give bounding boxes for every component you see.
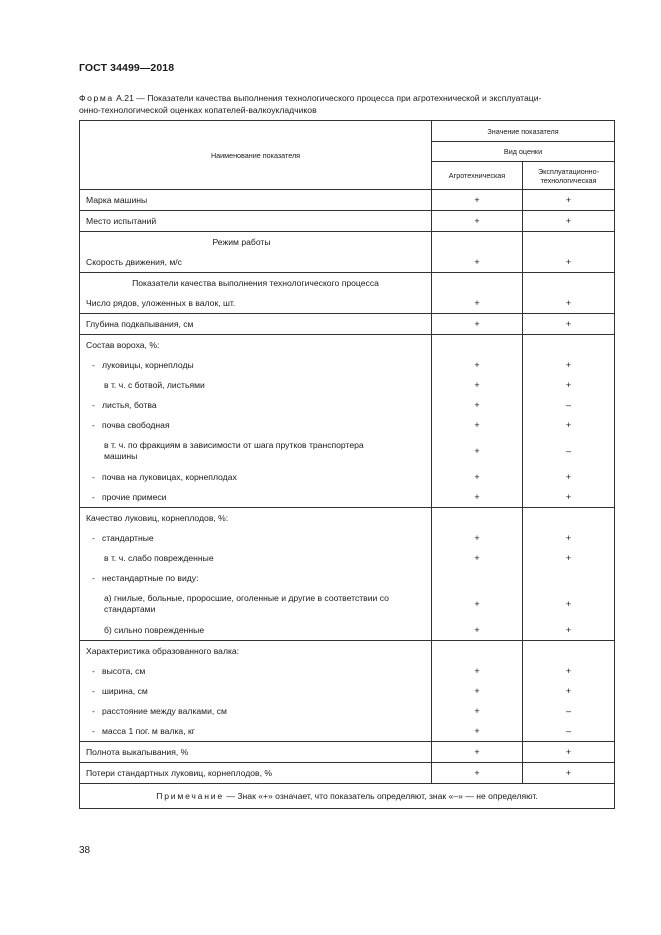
table-row <box>80 620 615 641</box>
row-label: Потери стандартных луковиц, корнеплодов, % <box>80 763 432 784</box>
row-agro-mark: + <box>432 681 523 701</box>
row-expl-mark: + <box>523 314 615 335</box>
table-row <box>80 763 615 784</box>
row-label: в т. ч. с ботвой, листьями <box>80 375 432 395</box>
row-label: Состав вороха, %: <box>80 335 432 356</box>
row-label: - расстояние между валками, см <box>80 701 432 721</box>
row-label: б) сильно поврежденные <box>80 620 432 641</box>
row-expl-mark <box>523 232 615 253</box>
document-header: ГОСТ 34499—2018 <box>79 62 175 74</box>
row-label: Скорость движения, м/с <box>80 252 432 273</box>
row-expl-mark: + <box>523 763 615 784</box>
row-expl-mark: + <box>523 661 615 681</box>
header-operational <box>523 162 615 190</box>
caption-line2: онно-технологической оценках копателей-валкоукладчиков <box>79 105 317 116</box>
row-label: Режим работы <box>80 232 432 253</box>
table-row <box>80 435 615 467</box>
row-agro-mark: + <box>432 661 523 681</box>
row-label: - почва на луковицах, корнеплодах <box>80 467 432 487</box>
row-agro-mark: + <box>432 742 523 763</box>
table-row <box>80 701 615 721</box>
row-expl-mark: + <box>523 415 615 435</box>
row-agro-mark: + <box>432 763 523 784</box>
row-label: - стандартные <box>80 528 432 548</box>
row-expl-mark: + <box>523 293 615 314</box>
header-operational-line2: технологическая <box>540 175 597 185</box>
row-agro-mark <box>432 335 523 356</box>
table-row <box>80 681 615 701</box>
row-agro-mark <box>432 273 523 294</box>
table-row <box>80 641 615 662</box>
row-label: - листья, ботва <box>80 395 432 415</box>
row-agro-mark <box>432 568 523 588</box>
row-expl-mark: + <box>523 467 615 487</box>
indicators-table <box>79 120 615 809</box>
row-label: Место испытаний <box>80 211 432 232</box>
table-row <box>80 190 615 211</box>
header-value: Значение показателя <box>432 121 615 142</box>
row-agro-mark: + <box>432 701 523 721</box>
row-agro-mark: + <box>432 415 523 435</box>
table-row <box>80 415 615 435</box>
row-expl-mark: + <box>523 742 615 763</box>
row-expl-mark: + <box>523 620 615 641</box>
row-expl-mark: + <box>523 588 615 620</box>
table-row <box>80 293 615 314</box>
row-agro-mark: + <box>432 548 523 568</box>
table-row <box>80 742 615 763</box>
form-caption <box>79 92 619 117</box>
row-expl-mark: – <box>523 721 615 742</box>
row-agro-mark: + <box>432 435 523 467</box>
table-row <box>80 508 615 529</box>
table-row <box>80 588 615 620</box>
table-row <box>80 232 615 253</box>
row-label: - высота, см <box>80 661 432 681</box>
note-text: — Знак «+» означает, что показатель определяют, знак «–» — не определяют. <box>226 791 538 801</box>
row-expl-mark <box>523 641 615 662</box>
row-expl-mark: + <box>523 211 615 232</box>
row-expl-mark: – <box>523 435 615 467</box>
row-agro-mark: + <box>432 588 523 620</box>
row-label: - нестандартные по виду: <box>80 568 432 588</box>
row-agro-mark: + <box>432 355 523 375</box>
row-expl-mark: – <box>523 701 615 721</box>
row-label: Глубина подкапывания, см <box>80 314 432 335</box>
row-label: - луковицы, корнеплоды <box>80 355 432 375</box>
row-agro-mark: + <box>432 620 523 641</box>
caption-form-title: А.21 — Показатели качества выполнения технологического процесса при агротехнической и эксплуатаци- <box>116 93 542 103</box>
row-agro-mark <box>432 232 523 253</box>
table-row <box>80 314 615 335</box>
row-label: в т. ч. по фракциям в зависимости от шага прутков транспортера машины <box>80 435 432 467</box>
row-label: Полнота выкапывания, % <box>80 742 432 763</box>
row-expl-mark: + <box>523 548 615 568</box>
row-expl-mark: + <box>523 681 615 701</box>
row-expl-mark <box>523 273 615 294</box>
row-label: Качество луковиц, корнеплодов, %: <box>80 508 432 529</box>
row-agro-mark: + <box>432 375 523 395</box>
row-agro-mark: + <box>432 528 523 548</box>
row-label: - ширина, см <box>80 681 432 701</box>
table-row <box>80 395 615 415</box>
row-agro-mark: + <box>432 467 523 487</box>
caption-form-word: Форма <box>79 93 114 103</box>
row-agro-mark <box>432 508 523 529</box>
note-word: Примечание <box>156 791 224 801</box>
table-row <box>80 528 615 548</box>
row-label: - масса 1 пог. м валка, кг <box>80 721 432 742</box>
row-label: а) гнилые, больные, проросшие, оголенные и другие в соответствии со стандартами <box>80 588 432 620</box>
row-label: - прочие примеси <box>80 487 432 508</box>
page-number: 38 <box>79 845 91 856</box>
table-row <box>80 661 615 681</box>
row-expl-mark: + <box>523 252 615 273</box>
row-label: Характеристика образованного валка: <box>80 641 432 662</box>
row-label: Показатели качества выполнения технологического процесса <box>80 273 432 294</box>
row-agro-mark: + <box>432 190 523 211</box>
row-agro-mark: + <box>432 487 523 508</box>
row-expl-mark: + <box>523 487 615 508</box>
row-expl-mark: + <box>523 528 615 548</box>
row-agro-mark: + <box>432 395 523 415</box>
table-row <box>80 467 615 487</box>
table-row <box>80 335 615 356</box>
header-assessment-kind: Вид оценки <box>432 142 615 162</box>
row-expl-mark: + <box>523 190 615 211</box>
table-row <box>80 355 615 375</box>
row-expl-mark: + <box>523 355 615 375</box>
header-indicator-name: Наименование показателя <box>80 121 432 190</box>
row-agro-mark: + <box>432 211 523 232</box>
header-agrotechnical: Агротехническая <box>432 162 523 190</box>
row-expl-mark: + <box>523 375 615 395</box>
row-agro-mark: + <box>432 721 523 742</box>
row-agro-mark <box>432 641 523 662</box>
row-agro-mark: + <box>432 314 523 335</box>
row-expl-mark: – <box>523 395 615 415</box>
table-row <box>80 548 615 568</box>
row-label: Марка машины <box>80 190 432 211</box>
row-label: в т. ч. слабо поврежденные <box>80 548 432 568</box>
table-row <box>80 487 615 508</box>
header-operational-line1: Эксплуатационно- <box>537 166 600 176</box>
table-row <box>80 252 615 273</box>
table-row <box>80 375 615 395</box>
table-row <box>80 211 615 232</box>
row-agro-mark: + <box>432 252 523 273</box>
table-row <box>80 273 615 294</box>
row-expl-mark <box>523 568 615 588</box>
table-note <box>80 784 615 809</box>
table-row <box>80 568 615 588</box>
row-agro-mark: + <box>432 293 523 314</box>
row-expl-mark <box>523 508 615 529</box>
row-label: - почва свободная <box>80 415 432 435</box>
table-row <box>80 721 615 742</box>
row-expl-mark <box>523 335 615 356</box>
row-label: Число рядов, уложенных в валок, шт. <box>80 293 432 314</box>
